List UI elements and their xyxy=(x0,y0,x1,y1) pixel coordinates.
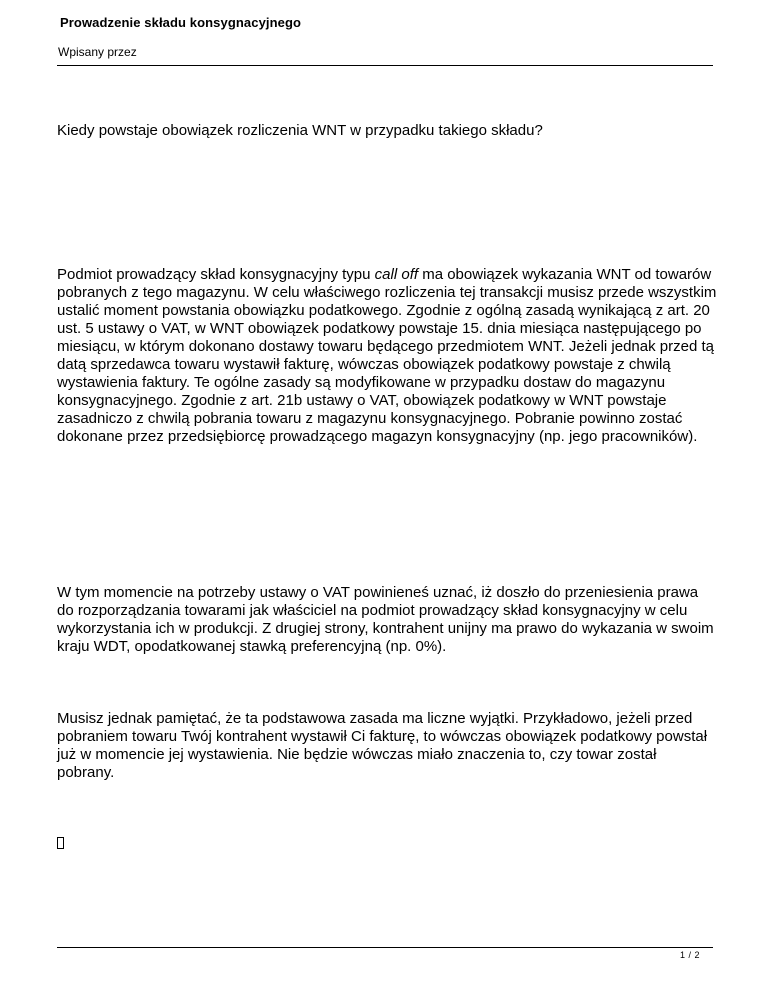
transfer-paragraph: W tym momencie na potrzeby ustawy o VAT powinieneś uznać, iż doszło do przeniesienia prawa do rozporządzania towarami jak właściciel na podmiot prowadzący skład konsygnacyjny w celu wykorzystania ich w produkcji. Z drugiej strony, kontrahent unijny ma prawo do wykazania w swoim kraju WDT, opodatkowanej stawką preferencyjną (np. 0%). xyxy=(57,584,714,655)
intro-rest-text: ma obowiązek wykazania WNT od towarów pobranych z tego magazynu. W celu właściwego rozliczenia tej transakcji musisz przede wszystkim ustalić moment powstania obowiązku podatkowego. Zgodnie z ogólną zasadą wynikającą z art. 20 ust. 5 ustawy o VAT, w WNT obowiązek podatkowy powstaje 15. dnia miesiąca następującego po miesiącu, w którym dokonano dostawy towaru będącego przedmiotem WNT. Jeżeli jednak przed tą datą sprzedawca towaru wystawił fakturę, wówczas obowiązek podatkowy powstaje z chwilą wystawienia faktury. Te ogólne zasady są modyfikowane w przypadku dostaw do magazynu konsygnacyjnego. Zgodnie z art. 21b ustawy o VAT, obowiązek podatkowy w WNT powstaje zasadniczo z chwilą pobrania towaru z magazynu konsygnacyjnego. Pobranie powinno zostać dokonane przez przedsiębiorcę prowadzącego magazyn konsygnacyjny (np. jego pracowników). xyxy=(57,266,717,445)
header-divider xyxy=(57,65,713,66)
exceptions-paragraph: Musisz jednak pamiętać, że ta podstawowa zasada ma liczne wyjątki. Przykładowo, jeżeli przed pobraniem towaru Twój kontrahent wystawił Ci fakturę, to wówczas obowiązek podatkowy powstał już w momencie jej wystawienia. Nie będzie wówczas miało znaczenia to, czy towar został pobrany. xyxy=(57,710,708,781)
intro-paragraph xyxy=(57,266,717,446)
document-title: Prowadzenie składu konsygnacyjnego xyxy=(60,15,302,30)
footer-divider xyxy=(57,947,713,948)
intro-lead-text: Podmiot prowadzący skład konsygnacyjny typu xyxy=(57,266,375,283)
page-number: 1 / 2 xyxy=(679,950,700,960)
author-byline: Wpisany przez xyxy=(58,45,137,59)
question-paragraph: Kiedy powstaje obowiązek rozliczenia WNT w przypadku takiego składu? xyxy=(57,122,543,139)
missing-glyph-icon xyxy=(57,837,64,849)
call-off-term: call off xyxy=(374,266,419,283)
